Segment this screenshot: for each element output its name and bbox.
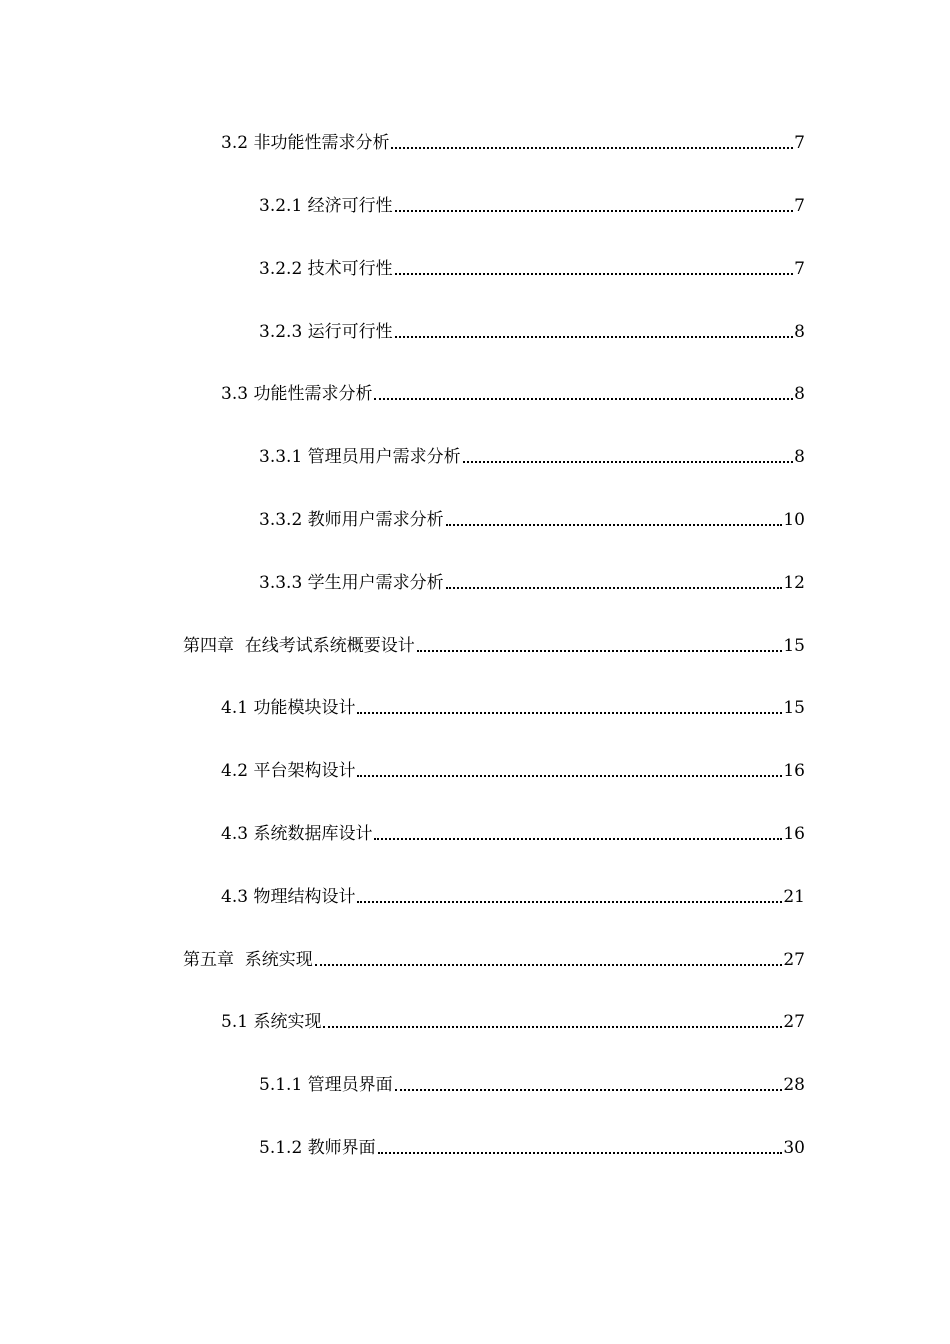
dot-leader [357,712,782,714]
toc-entry-page: 8 [794,384,805,404]
dot-leader [357,901,782,903]
dot-leader [374,398,793,400]
toc-entry-page: 30 [783,1138,805,1158]
dot-leader [395,336,794,338]
toc-entry-title: 3.3.2 教师用户需求分析 [259,510,444,530]
toc-entry-4-3-physical[interactable] [221,878,805,908]
toc-entry-page: 15 [783,636,805,656]
toc-entry-5-1-2[interactable] [259,1129,805,1159]
dot-leader [446,524,783,526]
toc-entry-5-1-1[interactable] [259,1066,805,1096]
toc-entry-3-3-3[interactable] [259,564,805,594]
toc-entry-title: 4.3 系统数据库设计 [221,824,373,844]
dot-leader [395,1089,783,1091]
toc-entry-title: 4.2 平台架构设计 [221,761,356,781]
toc-entry-title: 5.1 系统实现 [221,1012,322,1032]
toc-entry-title: 3.3.3 学生用户需求分析 [259,573,444,593]
toc-entry-page: 27 [783,950,805,970]
dot-leader [446,587,783,589]
toc-entry-page: 15 [783,698,805,718]
toc-entry-4-1[interactable] [221,689,805,719]
toc-entry-page: 7 [794,196,805,216]
toc-entry-page: 16 [783,824,805,844]
toc-entry-title: 第四章 在线考试系统概要设计 [183,636,415,656]
toc-entry-title: 3.2 非功能性需求分析 [221,133,390,153]
toc-entry-3-2[interactable] [221,124,805,154]
toc-entry-3-2-2[interactable] [259,250,805,280]
toc-entry-title: 第五章 系统实现 [183,950,313,970]
toc-entry-page: 8 [794,447,805,467]
toc-entry-title: 5.1.1 管理员界面 [259,1075,393,1095]
toc-entry-title: 3.2.2 技术可行性 [259,259,393,279]
dot-leader [463,461,794,463]
toc-entry-page: 8 [794,322,805,342]
toc-entry-3-2-1[interactable] [259,187,805,217]
toc-entry-3-3-1[interactable] [259,438,805,468]
toc-entry-page: 16 [783,761,805,781]
toc-entry-page: 21 [783,887,805,907]
toc-entry-title: 4.1 功能模块设计 [221,698,356,718]
toc-entry-title: 5.1.2 教师界面 [259,1138,376,1158]
dot-leader [417,650,783,652]
toc-entry-title: 4.3 物理结构设计 [221,887,356,907]
toc-entry-3-3[interactable] [221,375,805,405]
toc-entry-3-3-2[interactable] [259,501,805,531]
dot-leader [357,775,782,777]
toc-entry-5-1[interactable] [221,1003,805,1033]
toc-entry-page: 7 [794,259,805,279]
dot-leader [378,1152,783,1154]
toc-entry-chapter-5[interactable] [183,941,805,971]
toc-entry-page: 27 [783,1012,805,1032]
toc-entry-title: 3.3 功能性需求分析 [221,384,373,404]
toc-entry-page: 10 [783,510,805,530]
toc-entry-page: 12 [783,573,805,593]
dot-leader [395,210,794,212]
toc-entry-title: 3.3.1 管理员用户需求分析 [259,447,461,467]
toc-entry-3-2-3[interactable] [259,313,805,343]
toc-entry-title: 3.2.1 经济可行性 [259,196,393,216]
dot-leader [391,147,793,149]
toc-entry-title: 3.2.3 运行可行性 [259,322,393,342]
dot-leader [323,1026,782,1028]
dot-leader [374,838,782,840]
toc-entry-chapter-4[interactable] [183,627,805,657]
toc-entry-4-3-database[interactable] [221,815,805,845]
dot-leader [395,273,794,275]
toc-entry-page: 7 [794,133,805,153]
dot-leader [315,964,783,966]
toc-entry-page: 28 [783,1075,805,1095]
toc-entry-4-2[interactable] [221,752,805,782]
